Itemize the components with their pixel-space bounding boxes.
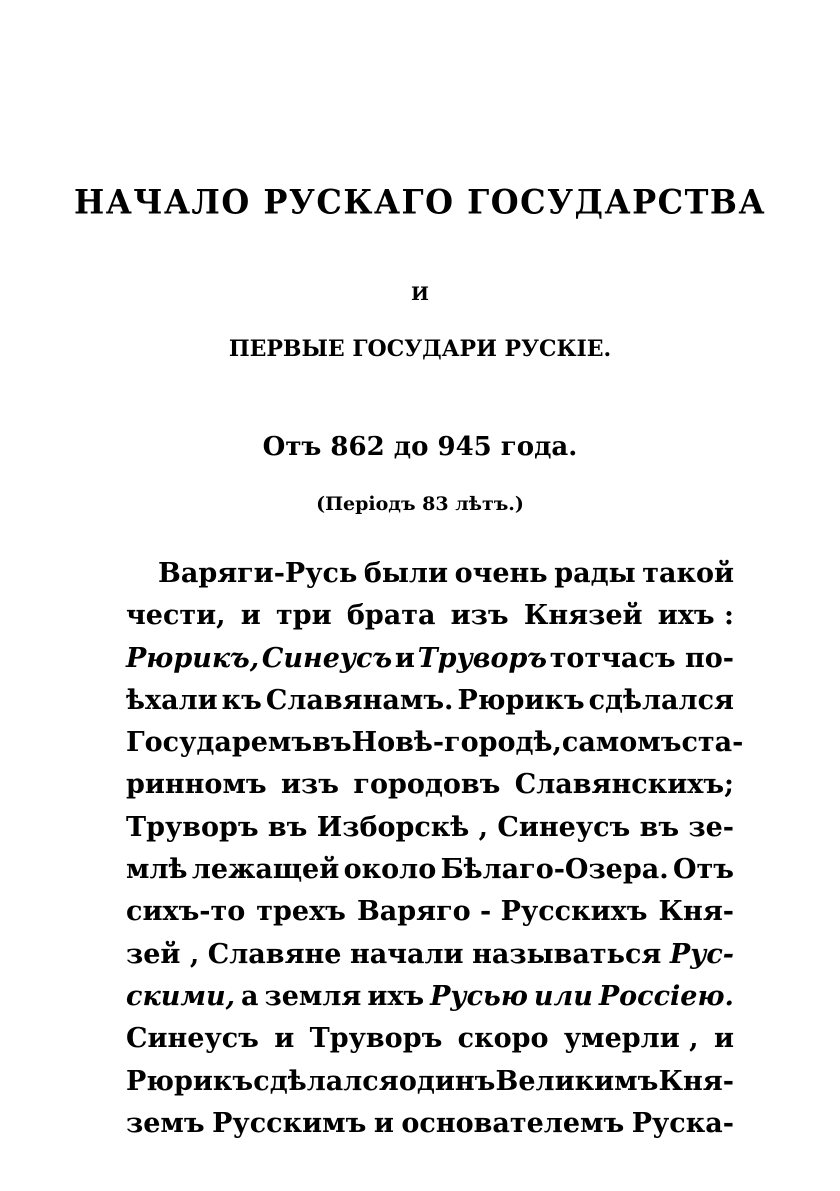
word: рады (554, 558, 636, 589)
word: Руска- (631, 1107, 734, 1139)
body-paragraph (126, 553, 744, 1145)
word: въ (639, 811, 680, 843)
word: очень (454, 558, 548, 589)
word: такой (642, 558, 734, 589)
word: Изборскѣ , (316, 811, 489, 843)
word: млѣ (126, 854, 188, 886)
word: скоро (457, 1023, 549, 1055)
text-line (126, 849, 734, 891)
word: Варяги-Русь (158, 558, 358, 589)
word: Рюрикъ (126, 1065, 254, 1097)
word: Кня- (658, 1065, 734, 1097)
text-line (126, 553, 734, 595)
title-conjunction: И (411, 283, 429, 305)
word: изъ (281, 769, 339, 801)
word-italic: Русью (430, 980, 528, 1012)
word: тотчасъ по- (549, 642, 734, 674)
word: и (713, 1023, 734, 1055)
word-italic: или (533, 980, 593, 1012)
word: ринномъ (126, 769, 267, 801)
word-italic: Труворъ (417, 642, 547, 674)
word: около (343, 854, 437, 886)
word: въ (267, 811, 308, 843)
word: три (275, 600, 332, 632)
word: называться (472, 938, 662, 970)
text-line (126, 1018, 734, 1060)
word: зей , (126, 938, 200, 970)
word: Отъ (673, 854, 734, 886)
word: сдѣлался (253, 1065, 399, 1097)
word: Славянскихъ; (514, 769, 734, 801)
word: ста- (681, 727, 744, 759)
text-line (126, 976, 734, 1018)
word: Новѣ-городѣ, (351, 727, 562, 759)
word: ихъ : (657, 600, 734, 632)
word: умерли , (563, 1023, 699, 1055)
word: и (394, 642, 415, 674)
text-line (126, 680, 734, 722)
word: одинъ (398, 1065, 496, 1097)
word: и (240, 600, 261, 632)
word: въ (312, 727, 352, 759)
word: Русскимъ (212, 1107, 367, 1139)
word: ихъ (367, 980, 425, 1012)
word: Кня- (658, 896, 734, 928)
word: Варяго - Русскихъ (356, 896, 648, 928)
word: Синеусъ (126, 1023, 259, 1055)
word-italic: скими, (126, 980, 236, 1012)
word: Синеусъ (497, 811, 631, 843)
period-note: (Періодъ 83 лѣтъ.) (316, 493, 524, 515)
word: ѣхали (126, 684, 218, 716)
word: лежащей (191, 854, 340, 886)
word: были (363, 558, 448, 589)
text-line (126, 934, 734, 976)
page-subtitle: ПЕРВЫЕ ГОСУДАРИ РУСКІЕ. (228, 336, 612, 362)
text-line (126, 1061, 734, 1103)
word: Князей (523, 600, 643, 632)
word: Бѣлаго-Озера. (440, 854, 669, 886)
word: земъ (126, 1107, 205, 1139)
word: Славянамъ. (265, 684, 454, 716)
word: Государемъ (126, 727, 313, 759)
word: зе- (688, 811, 734, 843)
text-line (126, 638, 734, 680)
word-italic: Рюрикъ, (126, 642, 260, 674)
word: городовъ (353, 769, 501, 801)
word: а (241, 980, 259, 1012)
word: земля (264, 980, 362, 1012)
word: сдѣлался (588, 684, 734, 716)
word-italic: Синеусъ (261, 642, 393, 674)
word: начали (349, 938, 464, 970)
text-line (126, 891, 734, 933)
word: Рюрикъ (457, 684, 585, 716)
text-line (126, 1103, 734, 1145)
text-line (126, 764, 734, 806)
text-line (126, 595, 734, 637)
date-range: Отъ 862 до 945 года. (262, 432, 578, 462)
text-line (126, 722, 744, 764)
word: Славяне (207, 938, 342, 970)
page-title: НАЧАЛО РУСКАГО ГОСУДАРСТВА (73, 182, 767, 222)
word: основателемъ (401, 1107, 625, 1139)
word: Труворъ (309, 1023, 443, 1055)
text-line (126, 807, 734, 849)
word: и (274, 1023, 295, 1055)
word: изъ (450, 600, 509, 632)
word: Труворъ (126, 811, 259, 843)
word: къ (221, 684, 262, 716)
word-italic: Россіею. (598, 980, 734, 1012)
word: и (373, 1107, 394, 1139)
word: брата (346, 600, 436, 632)
word: чести, (126, 600, 226, 632)
word: Великимъ (495, 1065, 659, 1097)
word: трехъ (256, 896, 346, 928)
word-italic: Рус- (669, 938, 734, 970)
word: сихъ-то (126, 896, 246, 928)
word: самомъ (561, 727, 682, 759)
